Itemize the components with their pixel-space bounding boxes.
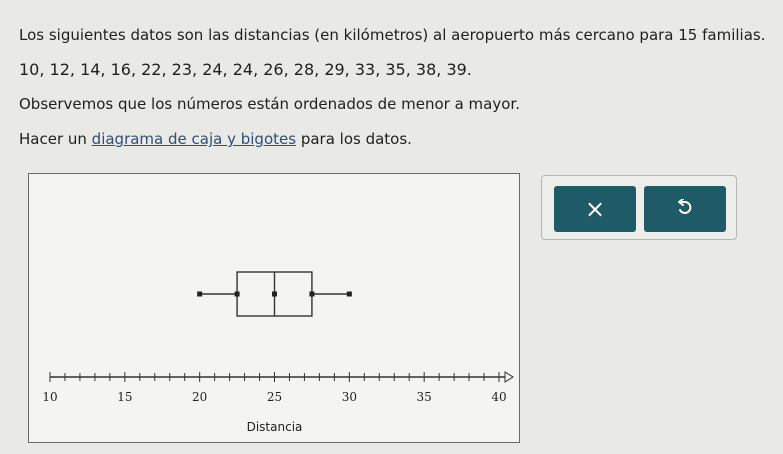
x-tick-label: 10 bbox=[42, 390, 58, 404]
x-tick-label: 30 bbox=[341, 390, 357, 404]
x-axis-title: Distancia bbox=[246, 420, 303, 434]
instruction-text-after: para los datos. bbox=[296, 130, 412, 148]
boxplot-chart[interactable] bbox=[29, 174, 521, 444]
instruction bbox=[19, 130, 412, 148]
data-list: 10, 12, 14, 16, 22, 23, 24, 24, 26, 28, 29, 33, 35, 38, 39. bbox=[19, 60, 472, 79]
handle-q1[interactable] bbox=[235, 292, 240, 297]
x-tick-label: 25 bbox=[266, 390, 283, 404]
note-ordered: Observemos que los números están ordenados de menor a mayor. bbox=[19, 95, 520, 113]
x-tick-label: 20 bbox=[192, 390, 208, 404]
undo-button[interactable] bbox=[644, 186, 726, 232]
handle-min[interactable] bbox=[197, 292, 202, 297]
problem-statement: Los siguientes datos son las distancias (en kilómetros) al aeropuerto más cercano para 15 familias. bbox=[19, 26, 766, 44]
x-tick-label: 35 bbox=[416, 390, 432, 404]
boxplot-graph-area[interactable] bbox=[28, 173, 520, 443]
handle-max[interactable] bbox=[347, 292, 352, 297]
x-tick-label: 40 bbox=[491, 390, 507, 404]
instruction-text-before: Hacer un bbox=[19, 130, 92, 148]
close-icon: × bbox=[584, 195, 606, 223]
undo-icon bbox=[676, 199, 694, 219]
handle-q3[interactable] bbox=[309, 292, 314, 297]
x-tick-label: 15 bbox=[117, 390, 133, 404]
clear-button[interactable] bbox=[554, 186, 636, 232]
handle-median[interactable] bbox=[272, 292, 277, 297]
x-axis-arrow bbox=[505, 372, 513, 382]
graph-toolbar bbox=[541, 175, 737, 240]
boxplot-help-link[interactable]: diagrama de caja y bigotes bbox=[91, 130, 297, 148]
